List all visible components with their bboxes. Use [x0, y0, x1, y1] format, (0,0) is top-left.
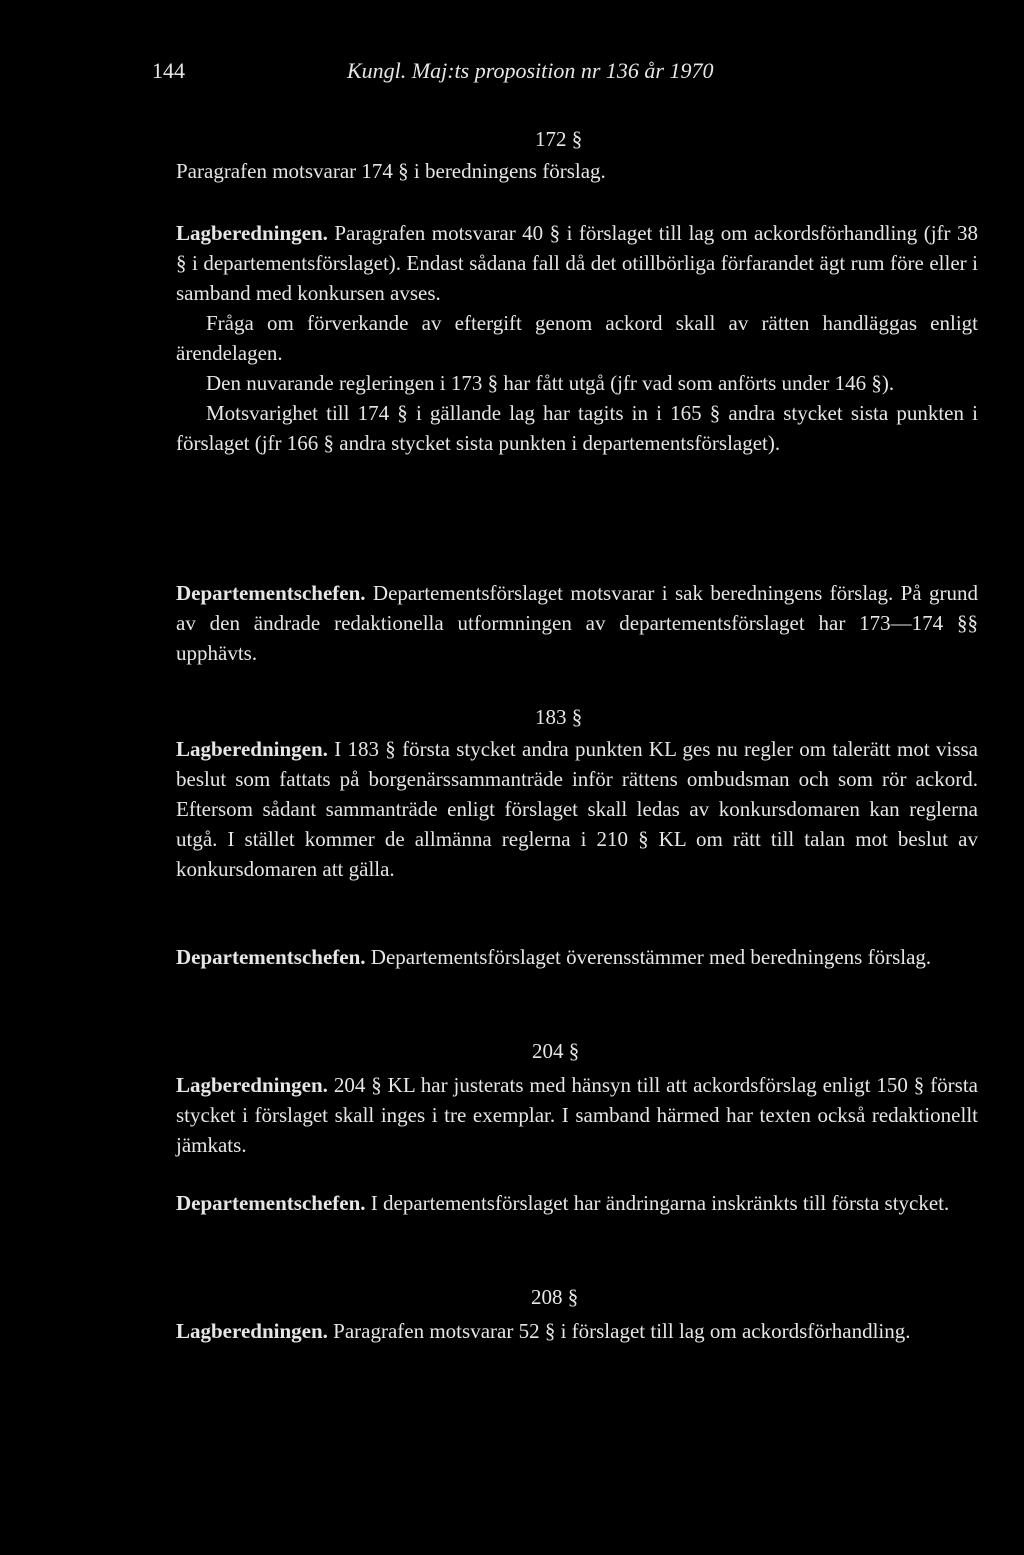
paragraph: [176, 1188, 978, 1218]
paragraph: [176, 578, 978, 668]
section-172-lagberedningen: [176, 218, 978, 458]
paragraph: [176, 398, 978, 458]
paragraph: Paragrafen motsvarar 174 § i beredningens förslag.: [176, 159, 606, 183]
section-204-departementschefen: [176, 1188, 978, 1218]
paragraph: [176, 942, 978, 972]
section-heading-204: 204 §: [532, 1039, 580, 1063]
section-183-lagberedningen: [176, 734, 978, 884]
paragraph-lead: Departementschefen.: [176, 945, 366, 969]
paragraph: [176, 1316, 978, 1346]
paragraph-text: Departementsförslaget överensstämmer med beredningens förslag.: [365, 945, 932, 969]
paragraph-text: Paragrafen motsvarar 52 § i förslaget till lag om ackordsförhandling.: [327, 1319, 911, 1343]
paragraph-text: 204 § KL har justerats med hänsyn till att ackordsförslag enligt 150 § första stycket i förslaget skall inges i tre exemplar. I samband härmed har texten också redaktionellt jämkats.: [176, 1073, 978, 1157]
paragraph-lead: Lagberedningen.: [176, 1319, 328, 1343]
paragraph: [176, 308, 978, 368]
running-title: Kungl. Maj:ts proposition nr 136 år 1970: [347, 58, 714, 83]
paragraph-lead: Departementschefen.: [176, 1191, 366, 1215]
section-heading-208: 208 §: [531, 1285, 579, 1309]
section-heading-172: 172 §: [535, 127, 583, 151]
paragraph-text: Fråga om förverkande av eftergift genom ackord skall av rätten handläggas enligt ärendelagen.: [176, 311, 978, 365]
section-172-departementschefen: [176, 578, 978, 668]
paragraph-text: Departementsförslaget motsvarar i sak beredningens förslag. På grund av den ändrade redaktionella utformningen av departementsförslaget har 173—174 §§ upphävts.: [176, 581, 978, 665]
section-183-departementschefen: [176, 942, 978, 972]
paragraph-text: Motsvarighet till 174 § i gällande lag har tagits in i 165 § andra stycket sista punkten i förslaget (jfr 166 § andra stycket sista punkten i departementsförslaget).: [176, 401, 978, 455]
section-204-lagberedningen: [176, 1070, 978, 1160]
paragraph-lead: Lagberedningen.: [176, 221, 328, 245]
paragraph: [176, 368, 978, 398]
section-172-intro: [176, 156, 978, 186]
page-header: [152, 52, 772, 92]
page-number: 144: [152, 58, 185, 83]
paragraph: [176, 734, 978, 884]
paragraph-text: I departementsförslaget har ändringarna inskränkts till första stycket.: [365, 1191, 950, 1215]
paragraph: [176, 1070, 978, 1160]
paragraph-lead: Departementschefen.: [176, 581, 366, 605]
section-208-lagberedningen: [176, 1316, 978, 1346]
paragraph: [176, 218, 978, 308]
paragraph-lead: Lagberedningen.: [176, 1073, 328, 1097]
paragraph-text: I 183 § första stycket andra punkten KL ges nu regler om talerätt mot vissa beslut som fattats på borgenärssammanträde inför rättens ombudsman och som rör ackord. Eftersom sådant sammanträde enligt förslaget skall ledas av konkursdomaren kan reglerna utgå. I stället kommer de allmänna reglerna i 210 § KL om rätt till talan mot beslut av konkursdomaren att gälla.: [176, 737, 978, 881]
section-heading-183: 183 §: [535, 705, 583, 729]
paragraph-text: Den nuvarande regleringen i 173 § har fått utgå (jfr vad som anförts under 146 §).: [206, 371, 895, 395]
paragraph-text: Paragrafen motsvarar 40 § i förslaget till lag om ackordsförhandling (jfr 38 § i departementsförslaget). Endast sådana fall då det otillbörliga förfarandet ägt rum före eller i samband med konkursen avses.: [176, 221, 978, 305]
paragraph-lead: Lagberedningen.: [176, 737, 328, 761]
